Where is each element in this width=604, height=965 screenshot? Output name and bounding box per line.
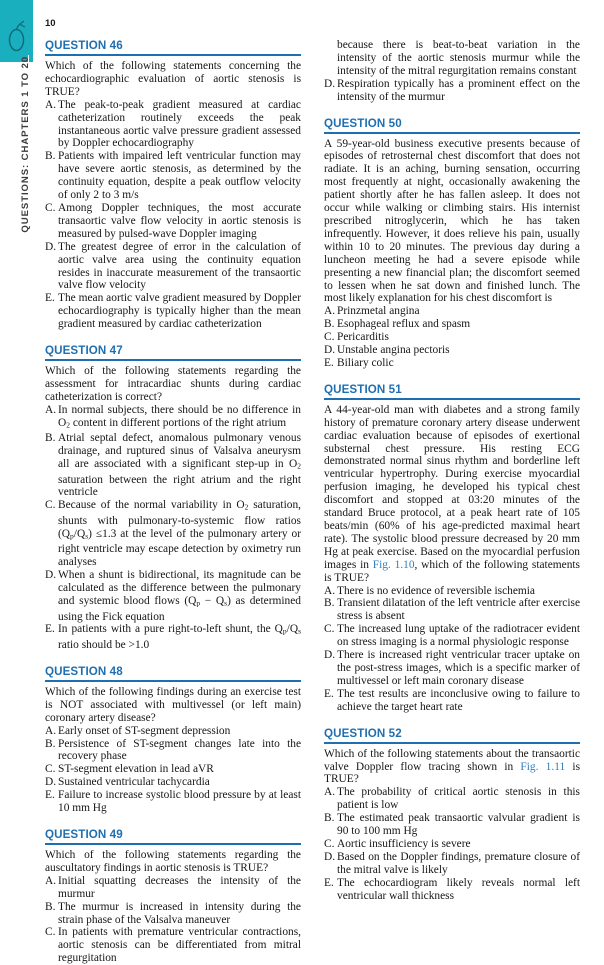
option-text: When a shunt is bidirectional, its magnitude can be calculated as the difference between the pulmonary and systemic blood flows $(Q_p - Q_s)$ as determined using the Fick equation <box>58 569 301 623</box>
answer-option[interactable] <box>45 432 301 499</box>
answer-option-list <box>45 875 301 965</box>
option-text: Initial squatting decreases the intensity of the murmur <box>58 874 301 900</box>
option-letter: B. <box>45 737 56 750</box>
answer-option-list <box>45 404 301 652</box>
option-text: The probability of critical aortic stenosis in this patient is low <box>337 786 580 812</box>
answer-option[interactable] <box>45 404 301 432</box>
option-text: The increased lung uptake of the radiotracer evident on stress imaging is a normal physiologic response <box>337 623 580 649</box>
figure-reference[interactable]: Fig. 1.11 <box>520 760 566 773</box>
option-letter: E. <box>45 789 55 802</box>
question-block <box>324 383 580 714</box>
answer-option[interactable] <box>324 877 580 903</box>
answer-option[interactable] <box>324 649 580 688</box>
option-letter: D. <box>45 776 57 789</box>
option-letter: D. <box>324 649 336 662</box>
question-block <box>324 727 580 903</box>
option-text: Patients with impaired left ventricular function may have severe aortic stenosis, as determined by the continuity equation, despite a peak outflow velocity of only 2 to 3 m/s <box>58 150 301 202</box>
option-text: Esophageal reflux and spasm <box>337 318 471 331</box>
answer-option[interactable] <box>324 305 580 318</box>
option-letter: B. <box>45 150 56 163</box>
option-letter: B. <box>324 318 335 331</box>
question-heading: QUESTION 49 <box>45 828 301 845</box>
answer-option[interactable] <box>45 241 301 293</box>
option-text: Because of the normal variability in $O_2$ saturation, shunts with pulmonary-to-systemic flow ratios $(Q_p/Q_s) \le 1.3$ at the level of the pulmonary artery or right ventricle may escape detection by oximetry run analyses <box>58 499 301 569</box>
option-letter: A. <box>45 724 57 737</box>
page-number: 10 <box>45 18 56 29</box>
option-letter: D. <box>324 344 336 357</box>
option-text: The murmur is increased in intensity during the strain phase of the Valsalva maneuver <box>58 900 301 926</box>
answer-option[interactable] <box>45 202 301 241</box>
question-block <box>324 117 580 370</box>
stylized-q-logo-icon <box>6 20 28 54</box>
answer-option[interactable] <box>324 812 580 838</box>
question-stem: Which of the following statements regarding the assessment for intracardiac shunts during cardiac catheterization is correct? <box>45 365 301 403</box>
figure-reference[interactable]: Fig. 1.10 <box>372 558 415 571</box>
answer-option[interactable] <box>45 569 301 623</box>
answer-option[interactable] <box>45 738 301 764</box>
question-block <box>45 665 301 815</box>
option-letter: C. <box>45 499 56 512</box>
option-text: In patients with premature ventricular contractions, aortic stenosis can be differentiated from mitral regurgitation <box>58 926 301 965</box>
question-block <box>45 828 301 965</box>
option-letter: E. <box>324 356 334 369</box>
option-letter: A. <box>324 305 336 318</box>
question-continuation <box>324 39 580 104</box>
answer-option-list <box>324 585 580 714</box>
option-text: Based on the Doppler findings, premature closure of the mitral valve is likely <box>337 850 580 876</box>
option-letter: D. <box>324 77 336 90</box>
question-heading: QUESTION 48 <box>45 665 301 682</box>
answer-option-list <box>45 99 301 331</box>
question-stem: A 59-year-old business executive presents because of episodes of retrosternal chest discomfort that does not radiate. It is an aching, burning sensation, occurring most frequently at night, occasionally awakening the patient shortly after he has fallen asleep. It does not occur while walking or climbing stairs. His internist prescribed nitroglycerin, which he has taken infrequently. However, it does relieve his pain, usually within 10 to 20 minutes. The previous day during a luncheon meeting he had a severe episode while presenting a new financial plan; the discomfort seemed to lessen when he sat down and finished lunch. The most likely explanation for his chest discomfort is <box>324 137 580 305</box>
answer-option-list <box>324 305 580 370</box>
option-letter: C. <box>324 331 335 344</box>
option-letter: B. <box>324 812 335 825</box>
answer-option-list <box>324 786 580 902</box>
answer-option[interactable] <box>45 150 301 202</box>
option-text: ST-segment elevation in lead aVR <box>58 763 214 776</box>
option-letter: E. <box>45 623 55 636</box>
question-stem: Which of the following statements regarding the auscultatory findings in aortic stenosis is TRUE? <box>45 848 301 874</box>
answer-option[interactable] <box>324 344 580 357</box>
question-stem: Which of the following findings during an exercise test is NOT associated with multivessel (or left main) coronary artery disease? <box>45 685 301 724</box>
option-text: Persistence of ST-segment changes late into the recovery phase <box>58 737 301 763</box>
answer-option[interactable] <box>324 585 580 598</box>
option-text: The peak-to-peak gradient measured at cardiac catheterization routinely exceeds the peak instantaneous aortic valve pressure gradient assessed by Doppler echocardiography <box>58 98 301 150</box>
answer-option[interactable] <box>324 851 580 877</box>
answer-option-list <box>324 39 580 104</box>
side-tab-label: QUESTIONS: CHAPTERS 1 TO 20 <box>20 56 31 233</box>
option-text: The echocardiogram likely reveals normal left ventricular wall thickness <box>337 876 580 902</box>
answer-option[interactable] <box>45 499 301 569</box>
question-stem: A 44-year-old man with diabetes and a strong family history of premature coronary artery disease underwent cardiac evaluation because of episodes of exertional substernal chest pressure. His resting ECG demonstrated normal sinus rhythm and borderline left ventricular hypertrophy. During exercise myocardial perfusion imaging, he developed his typical chest discomfort and stopped at 03:20 minutes of the standard Bruce protocol, at a peak heart rate of 105 beats/min (60% of his age-predicted maximal heart rate). The systolic blood pressure decreased by 20 mm Hg at peak exercise. Based on the myocardial perfusion images in Fig. 1.10, which of the following statements is TRUE? <box>324 403 580 584</box>
answer-option[interactable] <box>324 786 580 812</box>
option-text: Among Doppler techniques, the most accurate transaortic valve flow velocity in aortic stenosis is measured by pulsed-wave Doppler imaging <box>58 201 301 240</box>
option-text: The mean aortic valve gradient measured by Doppler echocardiography is typically higher than the mean gradient measured by cardiac catheterization <box>58 292 301 331</box>
option-text: Early onset of ST-segment depression <box>58 724 231 737</box>
option-text: Sustained ventricular tachycardia <box>58 776 210 789</box>
answer-option[interactable] <box>45 763 301 776</box>
option-text: because there is beat-to-beat variation in the intensity of the aortic stenosis murmur while the intensity of the mitral regurgitation remains constant <box>337 39 580 77</box>
answer-option[interactable] <box>324 688 580 714</box>
option-text: The estimated peak transaortic valvular gradient is 90 to 100 mm Hg <box>337 812 580 838</box>
question-heading: QUESTION 51 <box>324 383 580 400</box>
option-letter: A. <box>45 874 57 887</box>
column-left <box>45 39 301 965</box>
option-text: In normal subjects, there should be no difference in $O_2$ content in different portions of the right atrium <box>58 403 301 430</box>
option-text: The test results are inconclusive owing to failure to achieve the target heart rate <box>337 687 580 713</box>
option-letter: A. <box>324 584 336 597</box>
option-text: Failure to increase systolic blood pressure by at least 10 mm Hg <box>58 789 301 815</box>
option-letter: B. <box>45 900 56 913</box>
option-letter: E. <box>324 876 334 889</box>
option-text: Atrial septal defect, anomalous pulmonary venous drainage, and ruptured sinus of Valsalva aneurysm all are associated with a significant step-up in $O_2$ saturation between the right atrium and the right ventricle <box>58 432 301 499</box>
option-letter: D. <box>45 569 57 582</box>
two-column-body <box>45 39 581 965</box>
answer-option[interactable] <box>45 901 301 927</box>
option-letter: C. <box>45 201 56 214</box>
option-text: Respiration typically has a prominent effect on the intensity of the murmur <box>337 77 580 103</box>
answer-option[interactable] <box>324 78 580 104</box>
option-text: Biliary colic <box>337 356 394 369</box>
option-letter: A. <box>45 403 57 416</box>
option-text: Pericarditis <box>337 331 389 344</box>
answer-option[interactable] <box>324 623 580 649</box>
question-block <box>45 39 301 331</box>
option-letter: D. <box>45 240 57 253</box>
answer-option[interactable] <box>45 99 301 151</box>
question-heading: QUESTION 46 <box>45 39 301 56</box>
option-letter: E. <box>324 687 334 700</box>
option-letter: A. <box>324 786 336 799</box>
answer-option[interactable] <box>45 789 301 815</box>
answer-option[interactable] <box>324 331 580 344</box>
option-letter: B. <box>324 597 335 610</box>
option-letter: C. <box>324 837 335 850</box>
option-letter: A. <box>45 98 57 111</box>
answer-option[interactable] <box>45 623 301 651</box>
option-letter: C. <box>45 926 56 939</box>
answer-option[interactable] <box>45 725 301 738</box>
option-text: Transient dilatation of the left ventricle after exercise stress is absent <box>337 597 580 623</box>
option-letter: C. <box>45 763 56 776</box>
column-right <box>324 39 581 902</box>
option-text: Unstable angina pectoris <box>337 344 450 357</box>
option-text: Prinzmetal angina <box>337 305 420 318</box>
question-block <box>45 344 301 652</box>
option-text: Aortic insufficiency is severe <box>337 837 471 850</box>
question-heading: QUESTION 47 <box>45 344 301 361</box>
option-letter: D. <box>324 850 336 863</box>
answer-option[interactable] <box>324 318 580 331</box>
answer-option[interactable] <box>324 838 580 851</box>
question-stem: Which of the following statements about the transaortic valve Doppler flow tracing shown in Fig. 1.11 is TRUE? <box>324 747 581 786</box>
answer-option-continuation[interactable] <box>324 39 580 78</box>
question-stem: Which of the following statements concerning the echocardiographic evaluation of aortic stenosis is TRUE? <box>45 60 301 98</box>
option-text: The greatest degree of error in the calculation of aortic valve area using the continuity equation resides in inaccurate measurement of the transaortic valve flow velocity <box>58 240 301 292</box>
answer-option[interactable] <box>45 926 301 965</box>
question-heading: QUESTION 50 <box>324 117 580 134</box>
option-letter: B. <box>45 432 56 445</box>
answer-option[interactable] <box>45 875 301 901</box>
option-letter: C. <box>324 623 335 636</box>
question-heading: QUESTION 52 <box>324 727 580 744</box>
answer-option-list <box>45 725 301 815</box>
option-letter: E. <box>45 292 55 305</box>
option-text: In patients with a pure right-to-left shunt, the $Q_p/Q_s$ ratio should be >1.0 <box>58 623 301 651</box>
option-text: There is increased right ventricular tracer uptake on the post-stress images, which is a specific marker of multivessel or left main coronary disease <box>337 649 580 687</box>
answer-option[interactable] <box>324 357 580 370</box>
option-text: There is no evidence of reversible ischemia <box>337 584 535 597</box>
answer-option[interactable] <box>324 597 580 623</box>
answer-option[interactable] <box>45 776 301 789</box>
side-tab <box>0 0 33 62</box>
answer-option[interactable] <box>45 292 301 331</box>
